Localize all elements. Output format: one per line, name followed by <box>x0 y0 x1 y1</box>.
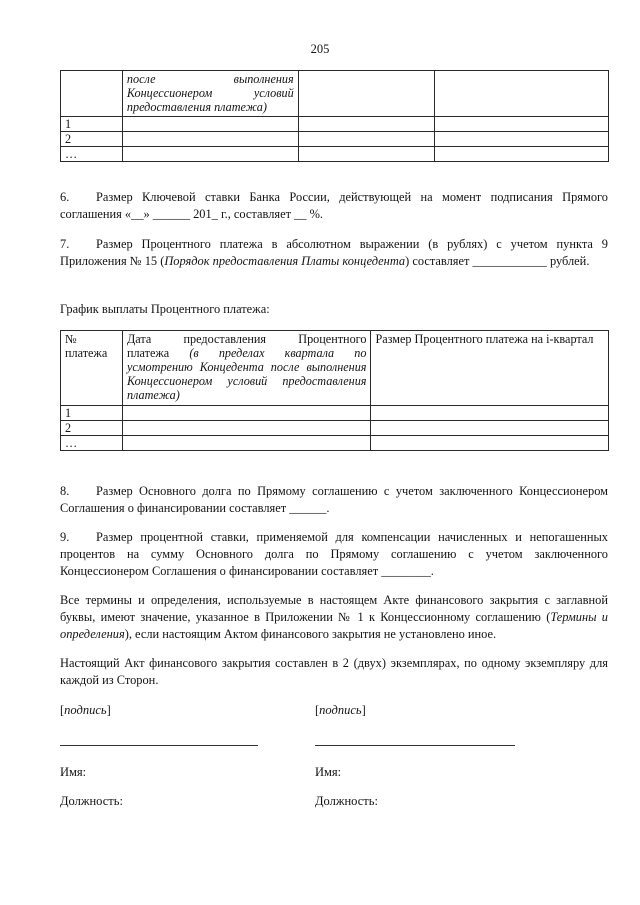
copies-paragraph: Настоящий Акт финансового закрытия составлен в 2 (двух) экземплярах, по одному экземпляру для каждой из Сторон. <box>60 656 608 687</box>
payment-table-continued <box>60 70 609 162</box>
table-row <box>61 436 609 451</box>
table-row <box>61 147 609 162</box>
table-row <box>61 71 609 117</box>
paragraph-7: 7. Размер Процентного платежа в абсолютном выражении (в рублях) с учетом пункта 9 Приложения № 15 (Порядок предоставления Платы концедента) составляет ____________ рублей. <box>60 237 608 268</box>
signature-placeholder-left: [подпись] <box>60 703 111 717</box>
page-number: 205 <box>310 42 330 56</box>
signature-placeholder-right: [подпись] <box>315 703 366 717</box>
row-number: 1 <box>61 117 123 132</box>
row-number: … <box>61 436 123 451</box>
paragraph-number: 9. <box>60 530 70 544</box>
paragraph-number: 6. <box>60 190 70 204</box>
position-label-right: Должность: <box>315 794 378 808</box>
signature-line-left <box>60 745 258 746</box>
row-number: 2 <box>61 132 123 147</box>
row-number: 1 <box>61 406 123 421</box>
row-number: … <box>61 147 123 162</box>
paragraph-number: 8. <box>60 484 70 498</box>
signature-line-right <box>315 745 515 746</box>
name-label-left: Имя: <box>60 765 87 779</box>
paragraph-9: 9. Размер процентной ставки, применяемой для компенсации начисленных и непогашенных процентов на сумму Основного долга по Прямому соглашению с учетом заключенного Концессионером Соглашения о финансировании составляет ________. <box>60 530 608 578</box>
position-label-left: Должность: <box>60 794 123 808</box>
header-payment-date: Дата предоставления Процентного платежа (в пределах квартала по усмотрению Концедента после выполнения Концессионером условий предоставления платежа) <box>122 331 371 406</box>
name-label-right: Имя: <box>315 765 342 779</box>
schedule-title: График выплаты Процентного платежа: <box>60 302 270 316</box>
table-row <box>61 421 609 436</box>
row-number: 2 <box>61 421 123 436</box>
header-payment-amount: Размер Процентного платежа на i-квартал <box>371 331 609 406</box>
paragraph-6: 6. Размер Ключевой ставки Банка России, действующей на момент подписания Прямого соглашения «__» ______ 201_ г., составляет __ %. <box>60 190 608 221</box>
interest-payment-schedule-table <box>60 330 609 451</box>
paragraph-8: 8. Размер Основного долга по Прямому соглашению с учетом заключенного Концессионером Соглашения о финансировании составляет ______. <box>60 484 608 515</box>
table-row <box>61 406 609 421</box>
table-row <box>61 117 609 132</box>
table-header-row <box>61 331 609 406</box>
table-cell: после выполнения Концессионером условий предоставления платежа) <box>122 71 298 117</box>
table-row <box>61 132 609 147</box>
terms-paragraph: Все термины и определения, используемые в настоящем Акте финансового закрытия с заглавной буквы, имеют значение, указанное в Приложении № 1 к Концессионному соглашению (Термины и определения), если настоящим Актом финансового закрытия не установлено иное. <box>60 593 608 641</box>
header-payment-number: № платежа <box>61 331 123 406</box>
paragraph-number: 7. <box>60 237 70 251</box>
